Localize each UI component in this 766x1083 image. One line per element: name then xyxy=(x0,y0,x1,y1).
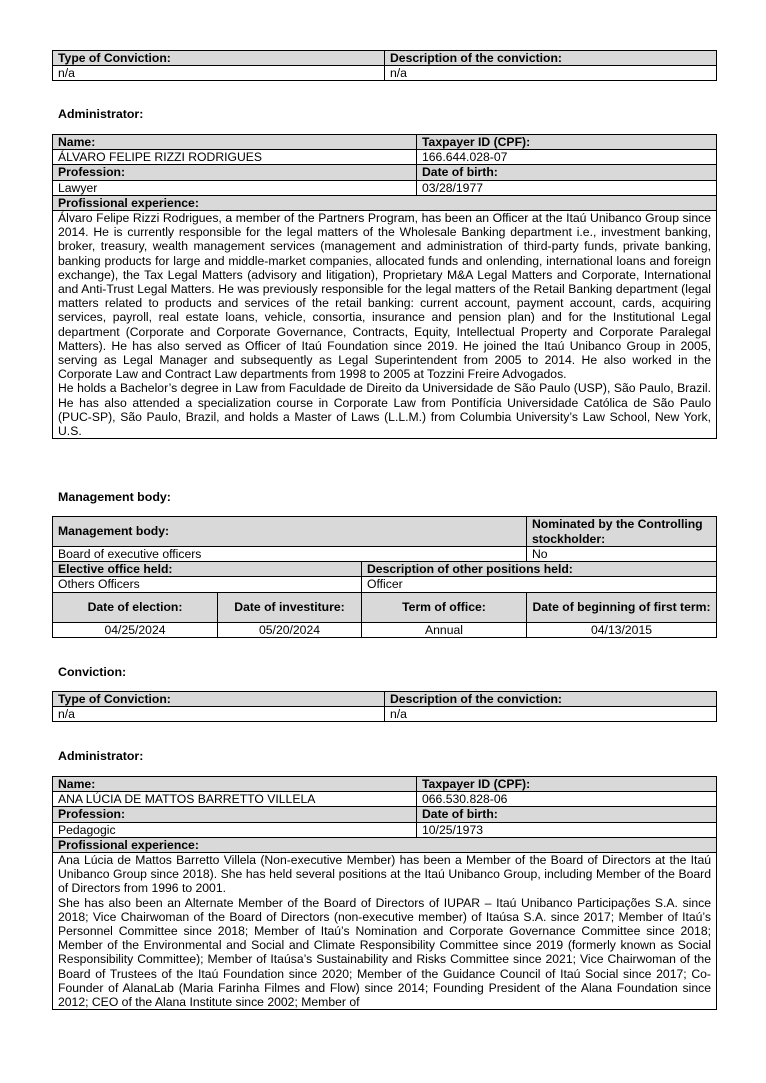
first-term-date-label: Date of beginning of first term: xyxy=(527,592,717,622)
cpf-value: 166.644.028-07 xyxy=(417,150,717,165)
experience-paragraph-1: Ana Lúcia de Mattos Barretto Villela (Non-executive Member) has been a Member of the Board of Directors at the Itaú Unibanco Group since 2018). She has held several positions at the Itaú Unibanco Group, including Member of the Board of Directors from 1996 to 2001. xyxy=(58,853,711,896)
profession-value: Lawyer xyxy=(53,180,417,195)
description-of-conviction-label: Description of the conviction: xyxy=(385,51,717,66)
profession-label: Profession: xyxy=(53,807,417,822)
type-of-conviction-label: Type of Conviction: xyxy=(53,51,385,66)
experience-paragraph-2: She has also been an Alternate Member of the Board of Directors of IUPAR – Itaú Unibanco Participações S.A. since 2018; Vice Chairwoman of the Board of Directors (non-executive member) of Itaúsa S.A. since 2017; Member of Itaú’s Personnel Committee since 2018; Member of Itaú’s Nomination and Corporate Governance Committee since 2018; Member of the Environmental and Social and Climate Responsibility Committee since 2019 (formerly known as Social Responsibility Committee); Member of Itaúsa’s Sustainability and Risks Committee since 2021; Vice Chairwoman of the Board of Trustees of the Itaú Foundation since 2020; Member of the Guidance Council of Itaú Social since 2017; Co-Founder of AlanaLab (Maria Farinha Filmes and Flow) since 2014; Founding President of the Alana Foundation since 2012; CEO of the Alana Institute since 2002; Member of xyxy=(58,895,711,1010)
experience-paragraph-1: Álvaro Felipe Rizzi Rodrigues, a member of the Partners Program, has been an Officer at the Itaú Unibanco Group since 2014. He is currently responsible for the legal matters of the Wholesale Banking department i.e., investment banking, broker, treasury, wealth management services (management and administration of third-party funds, private banking, banking products for large and middle-market companies, allocated funds and onlending, international loans and foreign exchange), the Tax Legal Matters (advisory and litigation), Proprietary M&A Legal Matters and Corporate, International and Anti-Trust Legal Matters. He was previously responsible for the legal matters of the Retail Banking department (legal matters related to products and services of the retail banking: current account, payment account, cards, acquiring services, payroll, real estate loans, vehicle, consortia, insurance and pension plan) and for the Institutional Legal department (Corporate and Corporate Governance, Contracts, Equity, Intellectual Property and Corporate Paralegal Matters). He has also served as Officer of Itaú Foundation since 2019. He joined the Itaú Unibanco Group in 2005, serving as Legal Manager and subsequently as Legal Superintendent from 2005 to 2014. He also worked in the Corporate Law and Contract Law departments from 1998 to 2005 at Tozzini Freire Advogados. xyxy=(58,211,711,382)
cpf-label: Taxpayer ID (CPF): xyxy=(417,777,717,792)
management-body-heading: Management body: xyxy=(58,490,171,504)
term-of-office-label: Term of office: xyxy=(362,592,527,622)
management-body-value: Board of executive officers xyxy=(53,547,527,562)
professional-experience-label: Profissional experience: xyxy=(53,837,717,852)
professional-experience-label: Profissional experience: xyxy=(53,195,717,210)
conviction-table-top xyxy=(52,50,717,81)
other-positions-value: Officer xyxy=(362,577,717,592)
date-of-election-label: Date of election: xyxy=(53,592,218,622)
date-of-investiture-label: Date of investiture: xyxy=(218,592,362,622)
management-body-label: Management body: xyxy=(53,517,527,547)
description-of-conviction-value: n/a xyxy=(385,66,717,81)
conviction-heading: Conviction: xyxy=(58,665,127,679)
cpf-label: Taxpayer ID (CPF): xyxy=(417,135,717,150)
date-of-birth-label: Date of birth: xyxy=(417,807,717,822)
administrator-table-1 xyxy=(52,134,717,439)
description-of-conviction-label: Description of the conviction: xyxy=(385,692,717,707)
type-of-conviction-value: n/a xyxy=(53,707,385,722)
nominated-by-controlling-value: No xyxy=(527,547,717,562)
other-positions-label: Description of other positions held: xyxy=(362,562,717,577)
nominated-by-controlling-label: Nominated by the Controlling stockholder: xyxy=(527,517,717,547)
experience-paragraph-2: He holds a Bachelor’s degree in Law from Faculdade de Direito da Universidade de São Paulo (USP), São Paulo, Brazil. He has also attended a specialization course in Corporate Law from Pontifícia Universidade Católica de São Paulo (PUC-SP), São Paulo, Brazil, and holds a Master of Laws (L.L.M.) from Columbia University’s Law School, New York, U.S. xyxy=(58,381,711,439)
administrator-heading-1: Administrator: xyxy=(58,107,144,121)
name-label: Name: xyxy=(53,777,417,792)
elective-office-label: Elective office held: xyxy=(53,562,362,577)
administrator-table-2 xyxy=(52,776,717,1010)
description-of-conviction-value: n/a xyxy=(385,707,717,722)
date-of-investiture-value: 05/20/2024 xyxy=(218,622,362,637)
type-of-conviction-label: Type of Conviction: xyxy=(53,692,385,707)
name-value: ÁLVARO FELIPE RIZZI RODRIGUES xyxy=(53,150,417,165)
elective-office-value: Others Officers xyxy=(53,577,362,592)
professional-experience-text xyxy=(53,211,717,439)
professional-experience-text xyxy=(53,853,717,1010)
profession-value: Pedagogic xyxy=(53,822,417,837)
administrator-heading-2: Administrator: xyxy=(58,749,144,763)
date-of-election-value: 04/25/2024 xyxy=(53,622,218,637)
type-of-conviction-value: n/a xyxy=(53,66,385,81)
date-of-birth-label: Date of birth: xyxy=(417,165,717,180)
cpf-value: 066.530.828-06 xyxy=(417,792,717,807)
first-term-date-value: 04/13/2015 xyxy=(527,622,717,637)
management-body-table xyxy=(52,516,717,638)
term-of-office-value: Annual xyxy=(362,622,527,637)
name-value: ANA LÚCIA DE MATTOS BARRETTO VILLELA xyxy=(53,792,417,807)
conviction-table-2 xyxy=(52,691,717,722)
date-of-birth-value: 10/25/1973 xyxy=(417,822,717,837)
name-label: Name: xyxy=(53,135,417,150)
profession-label: Profession: xyxy=(53,165,417,180)
date-of-birth-value: 03/28/1977 xyxy=(417,180,717,195)
